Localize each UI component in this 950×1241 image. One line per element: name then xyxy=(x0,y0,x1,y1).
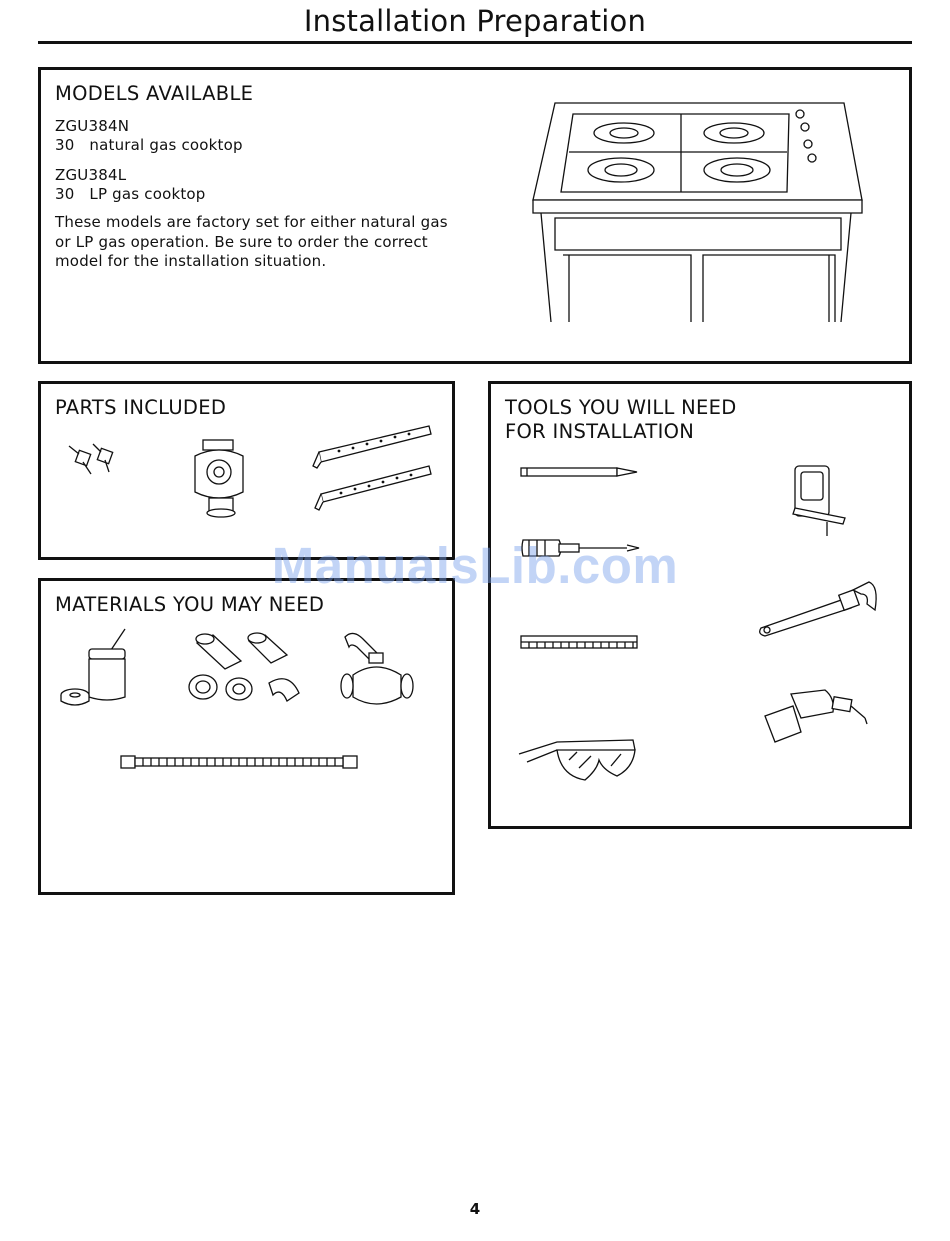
tools-box xyxy=(488,381,912,829)
page-number: 4 xyxy=(469,1200,481,1218)
pencil-icon xyxy=(519,466,641,478)
materials-heading: MATERIALS YOU MAY NEED xyxy=(55,593,325,616)
flexible-connector-icon xyxy=(119,754,359,770)
models-available-box xyxy=(38,67,912,364)
brackets-icon xyxy=(309,422,439,517)
shutoff-valve-icon xyxy=(339,631,415,711)
regulator-icon xyxy=(189,434,249,519)
materials-box xyxy=(38,578,455,895)
pipe-compound-jar-icon xyxy=(59,627,131,709)
model-description-natural: 30 natural gas cooktop xyxy=(55,136,243,154)
tape-measure-icon xyxy=(519,634,639,652)
tools-heading-line-1: TOOLS YOU WILL NEED xyxy=(505,396,737,419)
models-note: These models are factory set for either natural gas or LP gas operation. Be sure to order the correct model for the installation situation. xyxy=(55,213,448,270)
cooktop-illustration xyxy=(529,100,869,328)
safety-glasses-icon xyxy=(517,736,639,786)
model-code-lp: ZGU384L xyxy=(55,166,127,184)
parts-included-box xyxy=(38,381,455,560)
title-rule xyxy=(38,41,912,44)
page-title: Installation Preparation xyxy=(303,4,647,38)
tools-heading-line-2: FOR INSTALLATION xyxy=(505,420,695,443)
pipe-fittings-icon xyxy=(179,631,307,711)
model-code-natural: ZGU384N xyxy=(55,117,130,135)
watermark: ManualsLib.com xyxy=(271,537,679,594)
parts-heading: PARTS INCLUDED xyxy=(55,396,227,419)
drill-icon xyxy=(761,688,871,744)
screws-icon xyxy=(65,442,121,482)
tools-heading xyxy=(505,396,737,444)
jigsaw-icon xyxy=(789,462,849,540)
models-heading: MODELS AVAILABLE xyxy=(55,82,254,105)
model-description-lp: 30 LP gas cooktop xyxy=(55,185,206,203)
